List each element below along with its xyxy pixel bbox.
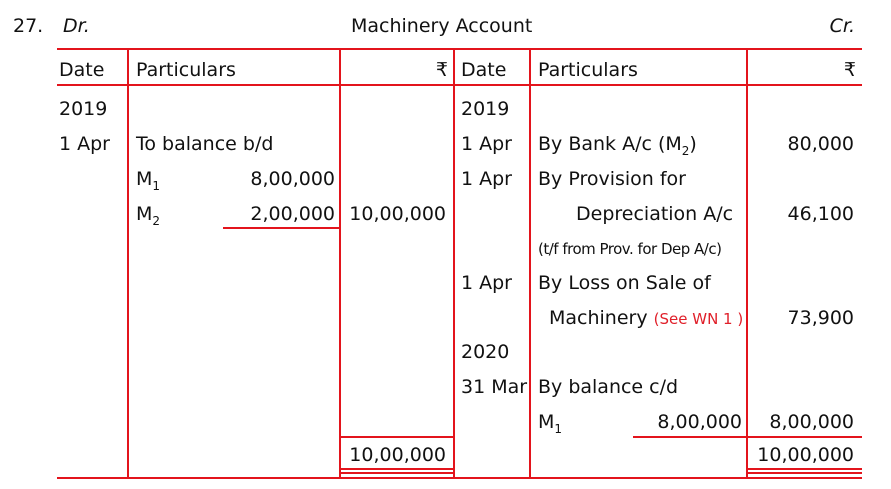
sub-item-amount: 2,00,000 (250, 203, 335, 225)
debit-entry-amount: 10,00,000 (349, 203, 446, 225)
subtotal-underline (223, 227, 340, 229)
sub-item-amount: 8,00,000 (250, 168, 335, 190)
credit-amount: 46,100 (787, 203, 854, 225)
col-divider (127, 48, 129, 479)
col-header-date: Date (59, 59, 105, 81)
credit-year: 2020 (461, 341, 510, 363)
debit-year: 2019 (59, 98, 108, 120)
working-note-ref: (See WN 1 ) (653, 310, 744, 328)
credit-label: Cr. (829, 15, 855, 37)
debit-particulars: To balance b/d (136, 133, 274, 155)
question-number: 27. (13, 15, 44, 37)
credit-date: 31 Mar (461, 376, 528, 398)
total-rule (746, 436, 862, 438)
credit-particulars: By Provision for (538, 168, 686, 190)
col-header-particulars: Particulars (538, 59, 638, 81)
credit-particulars-cont: Machinery (See WN 1 ) (549, 307, 744, 329)
double-rule (746, 472, 862, 474)
credit-amount: 80,000 (787, 133, 854, 155)
credit-amount: 73,900 (787, 307, 854, 329)
header-rule (57, 84, 862, 86)
credit-date: 1 Apr (461, 133, 512, 155)
double-rule (339, 472, 455, 474)
credit-particulars: By Loss on Sale of (538, 272, 711, 294)
top-rule (57, 48, 862, 50)
sub-item-label: $M_2$ (136, 203, 161, 228)
credit-particulars: By balance c/d (538, 376, 679, 398)
transfer-note: (t/f from Prov. for Dep A/c) (538, 240, 722, 258)
credit-date: 1 Apr (461, 168, 512, 190)
credit-date: 1 Apr (461, 272, 512, 294)
credit-grand-total: 10,00,000 (757, 444, 854, 466)
col-header-amount: ₹ (435, 59, 448, 81)
col-header-date: Date (461, 59, 507, 81)
account-title: Machinery Account (351, 15, 533, 37)
credit-particulars-cont: Depreciation A/c (576, 203, 734, 225)
bottom-rule (57, 477, 862, 479)
col-divider (529, 48, 531, 479)
sub-item-label: $M_1$ (136, 168, 161, 193)
total-rule (339, 436, 455, 438)
col-header-particulars: Particulars (136, 59, 236, 81)
double-rule (339, 468, 455, 470)
col-divider (453, 48, 455, 479)
col-divider (339, 48, 341, 479)
sub-item-amount: 8,00,000 (657, 411, 742, 433)
credit-particulars: By Bank A/c $(M_2)$ (538, 133, 697, 158)
col-header-amount: ₹ (843, 59, 856, 81)
double-rule (746, 468, 862, 470)
debit-label: Dr. (63, 15, 90, 37)
sub-item-label: $M_1$ (538, 411, 563, 436)
subtotal-underline (633, 436, 747, 438)
credit-year: 2019 (461, 98, 510, 120)
debit-date: 1 Apr (59, 133, 110, 155)
debit-grand-total: 10,00,000 (349, 444, 446, 466)
credit-amount: 8,00,000 (769, 411, 854, 433)
